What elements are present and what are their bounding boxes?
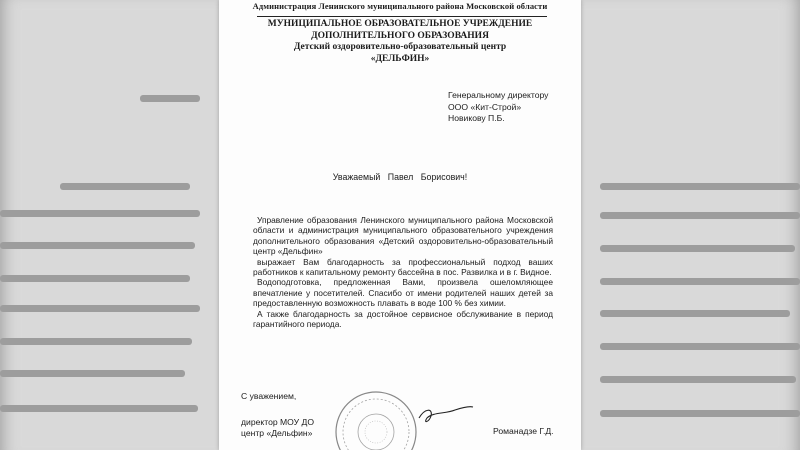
background-text-line xyxy=(600,376,796,383)
background-text-line xyxy=(0,370,185,377)
background-text-line xyxy=(0,210,200,217)
background-text-line xyxy=(600,245,795,252)
round-stamp-icon xyxy=(334,390,418,450)
body-paragraph: А также благодарность за достойное сервисное обслуживание в период гарантийного периода. xyxy=(253,308,553,330)
signer-name: Романадзе Г.Д. xyxy=(493,426,554,436)
background-text-line xyxy=(60,183,190,190)
background-text-line xyxy=(0,242,195,249)
background-text-line xyxy=(140,95,200,102)
header-divider xyxy=(257,16,547,17)
background-text-line xyxy=(0,405,198,412)
background-text-line xyxy=(600,310,790,317)
closing-phrase: С уважением, xyxy=(241,391,297,401)
org-line: МУНИЦИПАЛЬНОЕ ОБРАЗОВАТЕЛЬНОЕ УЧРЕЖДЕНИЕ xyxy=(267,19,533,29)
addressee-line: Генеральному директору xyxy=(448,90,549,100)
body-paragraph: Водоподготовка, предложенная Вами, произвела ошеломляющее впечатление у посетителей. Спасибо от имени родителей наших детей за предоставленную возможность плавать в воде 100 % без химии. xyxy=(253,277,553,309)
header-top-line: Администрация Ленинского муниципального района Московской области xyxy=(252,1,548,11)
addressee-block xyxy=(448,90,548,125)
background-text-line xyxy=(600,278,800,285)
background-text-line xyxy=(600,410,800,417)
background-text-line xyxy=(600,212,800,219)
position-line: центр «Дельфин» xyxy=(241,427,313,438)
background-text-line xyxy=(600,183,800,190)
handwritten-signature-icon xyxy=(415,404,475,428)
background-text-line xyxy=(0,338,192,345)
org-line: ДОПОЛНИТЕЛЬНОГО ОБРАЗОВАНИЯ xyxy=(311,30,489,41)
addressee-line: Новикову П.Б. xyxy=(448,113,505,123)
letter-body xyxy=(253,215,553,329)
salutation: Уважаемый Павел Борисович! xyxy=(332,172,468,182)
background-text-line xyxy=(0,305,200,312)
org-line: Детский оздоровительно-образовательный центр xyxy=(293,42,507,52)
signature-position xyxy=(241,417,314,438)
body-paragraph: Управление образования Ленинского муниципального района Московской области и администрация муниципального образовательного учреждения дополнительного образования «Детский оздоровительно-образовательный центр «Дельфин» xyxy=(253,215,553,257)
organization-name xyxy=(219,19,581,65)
body-paragraph: выражает Вам благодарность за профессиональный подход ваших работников к капитальному ремонту бассейна в пос. Развилка и в г. Видное. xyxy=(253,256,553,278)
addressee-line: ООО «Кит-Строй» xyxy=(448,101,522,112)
letter-page xyxy=(219,0,581,450)
org-line: «ДЕЛЬФИН» xyxy=(370,53,430,64)
background-text-line xyxy=(600,343,800,350)
background-text-line xyxy=(0,275,190,282)
position-line: директор МОУ ДО xyxy=(241,417,315,427)
